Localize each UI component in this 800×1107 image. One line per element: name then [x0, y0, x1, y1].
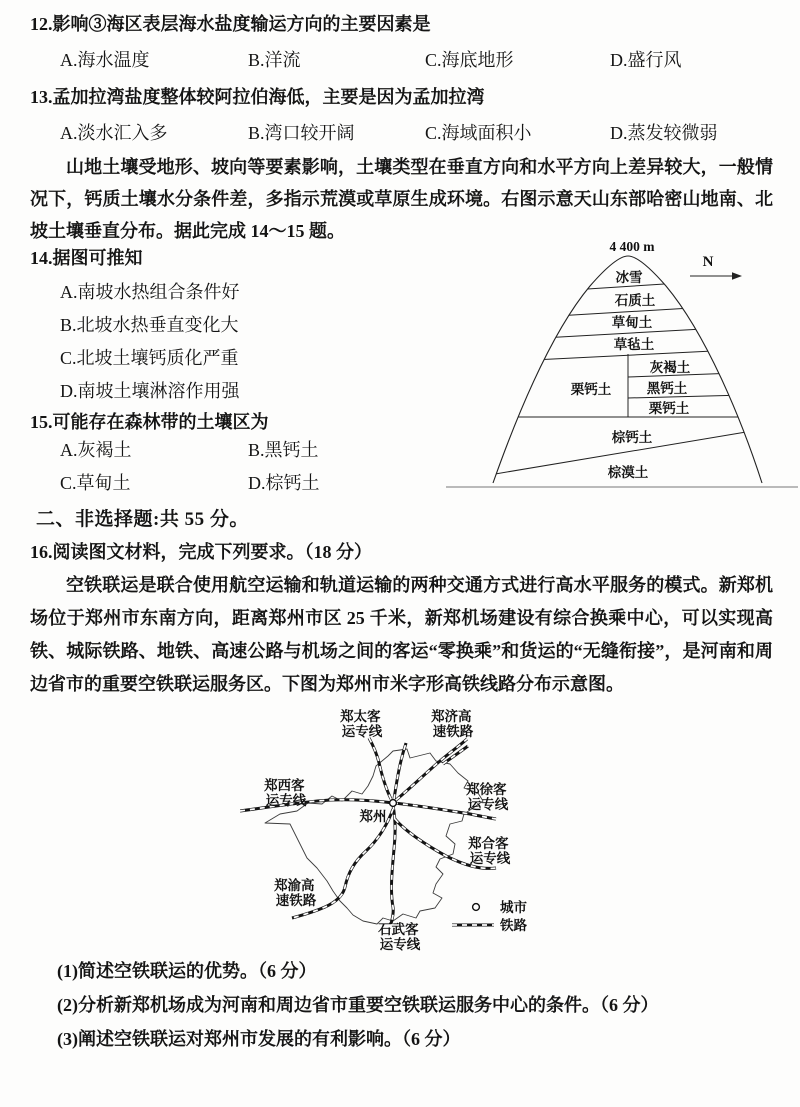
section2-heading: 二、非选择题:共 55 分。	[36, 509, 249, 530]
q16-subquestion-3: (3)阐述空铁联运对郑州市发展的有利影响。（6 分）	[57, 1029, 461, 1049]
soil-passage: 山地土壤受地形、坡向等要素影响，土壤类型在垂直方向和水平方向上差异较大，一般情况下，钙质土壤水分条件差，多指示荒漠或草原生成环境。右图示意天山东部哈密山地南、北坡土壤垂直分布。据此完成 14～15 题。	[30, 157, 773, 241]
zone-felt: 草毡土	[613, 337, 655, 352]
zone-brown-calcic: 棕钙土	[611, 430, 653, 445]
q12-options	[0, 49, 800, 72]
label-zhengxu: 郑徐客 运专线	[466, 782, 509, 812]
zone-chestnut-north: 栗钙土	[648, 401, 690, 416]
label-zhengzhou-city: 郑州	[359, 809, 387, 824]
q14-options	[0, 276, 450, 408]
label-zhengtai: 郑太客 运专线	[340, 709, 383, 739]
zone-chestnut-south: 栗钙土	[570, 382, 612, 397]
legend-city-label: 城市	[500, 900, 527, 915]
zhengzhou-city-dot	[390, 800, 397, 807]
label-zhengxi: 郑西客 运专线	[264, 778, 307, 808]
q12-option-b: B.洋流	[248, 50, 301, 70]
q13-option-d: D.蒸发较微弱	[610, 123, 718, 143]
q12-option-d: D.盛行风	[610, 50, 682, 70]
q15-option-c: C.草甸土	[60, 473, 131, 493]
map-legend	[452, 899, 528, 933]
legend-railway-label: 铁路	[500, 918, 527, 933]
zone-stony: 石质土	[614, 293, 656, 308]
zone-brown-desert: 棕漠土	[607, 465, 649, 480]
zone-ice: 冰雪	[615, 270, 643, 285]
q13-option-c: C.海域面积小	[425, 123, 532, 143]
q13-options	[0, 122, 800, 145]
q12-stem: 12.影响③海区表层海水盐度输运方向的主要因素是	[30, 14, 431, 34]
q14-option-b: B.北坡水热垂直变化大	[60, 315, 239, 335]
soil-zone-boundaries	[477, 282, 758, 477]
label-zhenghe: 郑合客 运专线	[468, 836, 511, 866]
label-shiwu: 石武客 运专线	[378, 922, 421, 951]
q16-passage: 空铁联运是联合使用航空运输和轨道运输的两种交通方式进行高水平服务的模式。新郑机场位于郑州市东南方向，距离郑州市区 25 千米，新郑机场建设有综合换乘中心，可以实现高铁、城际铁路、地铁、高速公路与机场之间的客运“零换乘”和货运的“无缝衔接”，是河南和周边省市的重要空铁联运服务区。下图为郑州市米字形高铁线路分布示意图。	[30, 575, 773, 694]
q15-options-row2	[0, 467, 450, 500]
q15-options-row1	[0, 434, 450, 467]
q15-option-b: B.黑钙土	[248, 440, 319, 460]
peak-elevation-label: 4 400 m	[609, 239, 655, 254]
q14-option-c: C.北坡土壤钙质化严重	[60, 348, 239, 368]
q14-option-d: D.南坡土壤淋溶作用强	[60, 381, 240, 401]
north-arrow-icon	[690, 272, 742, 280]
zone-black-calcic: 黑钙土	[646, 381, 688, 396]
zone-meadow: 草甸土	[611, 315, 653, 330]
q16-subquestion-1: (1)简述空铁联运的优势。（6 分）	[57, 961, 317, 981]
q15-option-d: D.棕钙土	[248, 473, 320, 493]
q15-option-a: A.灰褐土	[60, 440, 132, 460]
label-zhengji: 郑济高 速铁路	[431, 709, 474, 739]
soil-zone-labels	[571, 269, 691, 480]
legend-city-icon	[473, 904, 480, 911]
q14-option-a: A.南坡水热组合条件好	[60, 282, 240, 302]
label-zhengyu: 郑渝高 速铁路	[274, 878, 317, 908]
north-label: N	[702, 254, 714, 270]
q15-stem: 15.可能存在森林带的土壤区为	[30, 412, 269, 432]
q16-subquestion-2: (2)分析新郑机场成为河南和周边省市重要空铁联运服务中心的条件。（6 分）	[57, 995, 659, 1015]
rail-shiwu-north-line	[394, 743, 406, 799]
q16-stem: 16.阅读图文材料，完成下列要求。（18 分）	[30, 542, 372, 562]
q12-option-c: C.海底地形	[425, 50, 514, 70]
zhengzhou-rail-map	[240, 701, 560, 951]
q14-q15-block	[0, 247, 450, 500]
q12-option-a: A.海水温度	[60, 50, 150, 70]
q14-stem: 14.据图可推知	[30, 248, 143, 268]
zone-gray-brown: 灰褐土	[649, 360, 691, 375]
q13-stem: 13.孟加拉湾盐度整体较阿拉伯海低，主要是因为孟加拉湾	[30, 87, 485, 107]
q13-option-b: B.湾口较开阔	[248, 123, 355, 143]
mountain-soil-diagram	[444, 236, 800, 500]
q13-option-a: A.淡水汇入多	[60, 123, 168, 143]
